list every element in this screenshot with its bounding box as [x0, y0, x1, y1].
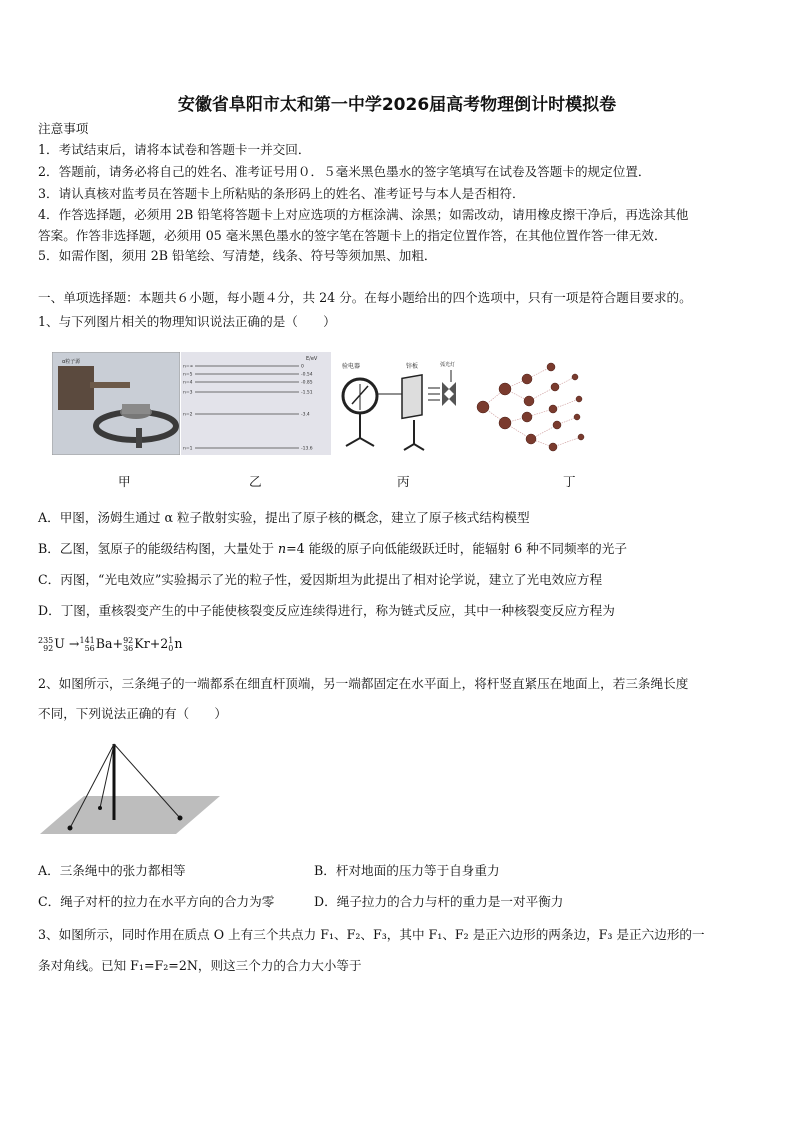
- figure-ding-chain-reaction: [475, 357, 593, 457]
- q1-option-c: C．丙图，“光电效应”实验揭示了光的粒子性，爱因斯坦为此提出了相对论学说，建立了光电效应方程: [38, 572, 603, 587]
- electroscope-label: 验电器: [342, 363, 361, 370]
- q1-option-d: D．丁图，重核裂变产生的中子能使核裂变反应连续得进行，称为链式反应，其中一种核裂变反应方程为: [38, 603, 615, 618]
- nucleus: [576, 396, 582, 402]
- caption-jia: 甲: [118, 474, 131, 489]
- nucleus: [524, 396, 534, 406]
- caption-yi: 乙: [249, 474, 262, 489]
- question-2-stem-cont: 不同，下列说法正确的有（ ）: [38, 706, 227, 721]
- nucleus: [549, 443, 557, 451]
- question-2-stem: 2、如图所示，三条绳子的一端都系在细直杆顶端，另一端都固定在水平面上，将杆竖直紧压在地面上，若三条绳长度: [38, 676, 689, 691]
- energy-level-value: -1.51: [301, 390, 313, 396]
- energy-level-value: -13.6: [301, 446, 313, 452]
- q2-option-d: D．绳子拉力的合力与杆的重力是一对平衡力: [314, 894, 564, 909]
- q2-option-a: A．三条绳中的张力都相等: [38, 863, 186, 878]
- notice-heading: 注意事项: [38, 121, 89, 136]
- energy-level-value: -3.4: [301, 412, 310, 418]
- question-3-stem: 3、如图所示，同时作用在质点 O 上有三个共点力 F₁、F₂、F₃，其中 F₁、F₂ 是正六边形的两条边，F₃ 是正六边形的一: [38, 927, 705, 942]
- page-title: 安徽省阜阳市太和第一中学2026届高考物理倒计时模拟卷: [177, 95, 617, 115]
- q2-option-b: B．杆对地面的压力等于自身重力: [314, 863, 500, 878]
- section-heading: 一、单项选择题：本题共６小题，每小题４分，共 24 分。在每小题给出的四个选项中，只有一项是符合题目要求的。: [38, 290, 692, 305]
- notice-item: 答案。作答非选择题，必须用 05 毫米黑色墨水的签字笔在答题卡上的指定位置作答，在其他位置作答一律无效．: [38, 228, 667, 243]
- energy-level-value: 0: [301, 364, 304, 370]
- energy-level-label: n=2: [183, 412, 193, 418]
- nucleus: [547, 363, 555, 371]
- zinc-label: 锌板: [406, 363, 419, 370]
- nucleus: [522, 412, 532, 422]
- figure-jia-scattering: [52, 352, 180, 455]
- question-3-stem-cont: 条对角线。已知 F₁=F₂=2N，则这三个力的合力大小等于: [38, 958, 362, 973]
- energy-unit-label: E/eV: [306, 356, 318, 362]
- nucleus: [499, 383, 511, 395]
- notice-item: 2．答题前，请务必将自己的姓名、准考证号用０．５毫米黑色墨水的签字笔填写在试卷及答题卡的规定位置．: [38, 164, 651, 179]
- neutron-path: [553, 437, 581, 447]
- notice-item: 5．如需作图，须用 2B 铅笔绘、写清楚，线条、符号等须加黑、加粗．: [38, 248, 437, 263]
- caption-ding: 丁: [563, 474, 576, 489]
- notice-item: 4．作答选择题，必须用 2B 铅笔将答题卡上对应选项的方框涂满、涂黑；如需改动，请用橡皮擦干净后，再选涂其他: [38, 207, 689, 222]
- notice-item: 3．请认真核对监考员在答题卡上所粘贴的条形码上的姓名、准考证号与本人是否相符．: [38, 186, 525, 201]
- figure-yi-energy-levels: [181, 352, 331, 455]
- source-label: α粒子源: [62, 359, 81, 365]
- nucleus: [526, 434, 536, 444]
- nucleus: [499, 417, 511, 429]
- energy-level-label: n=5: [183, 372, 193, 378]
- nucleus: [578, 434, 584, 440]
- energy-level-value: -0.85: [301, 380, 313, 386]
- energy-level-value: -0.54: [301, 372, 313, 378]
- nucleus: [522, 374, 532, 384]
- energy-level-label: n=∞: [183, 364, 194, 370]
- q1-option-b: B．乙图，氢原子的能级结构图，大量处于 n=4 能级的原子向低能级跃迁时，能辐射 6 种不同频率的光子: [38, 541, 627, 556]
- caption-bing: 丙: [397, 474, 410, 489]
- nucleus: [553, 421, 561, 429]
- figure-pole-ropes: [40, 740, 220, 836]
- notice-item: 1．考试结束后，请将本试卷和答题卡一并交回．: [38, 142, 311, 157]
- nucleus: [549, 405, 557, 413]
- energy-level-label: n=3: [183, 390, 193, 396]
- nucleus: [572, 374, 578, 380]
- fission-equation: 235 92U →141 56Ba+92 36Kr+21 0n: [38, 635, 183, 653]
- nucleus: [551, 383, 559, 391]
- q1-option-a: A．甲图，汤姆生通过 α 粒子散射实验，提出了原子核的概念，建立了原子核式结构模型: [38, 510, 530, 525]
- energy-level-label: n=1: [183, 446, 193, 452]
- figure-bing-photoelectric: [336, 360, 462, 455]
- lamp-label: 弧光灯: [440, 362, 456, 368]
- q2-option-c: C．绳子对杆的拉力在水平方向的合力为零: [38, 894, 275, 909]
- question-1-stem: 1、与下列图片相关的物理知识说法正确的是（ ）: [38, 314, 336, 329]
- nucleus: [477, 401, 489, 413]
- nucleus: [574, 414, 580, 420]
- energy-level-label: n=4: [183, 380, 193, 386]
